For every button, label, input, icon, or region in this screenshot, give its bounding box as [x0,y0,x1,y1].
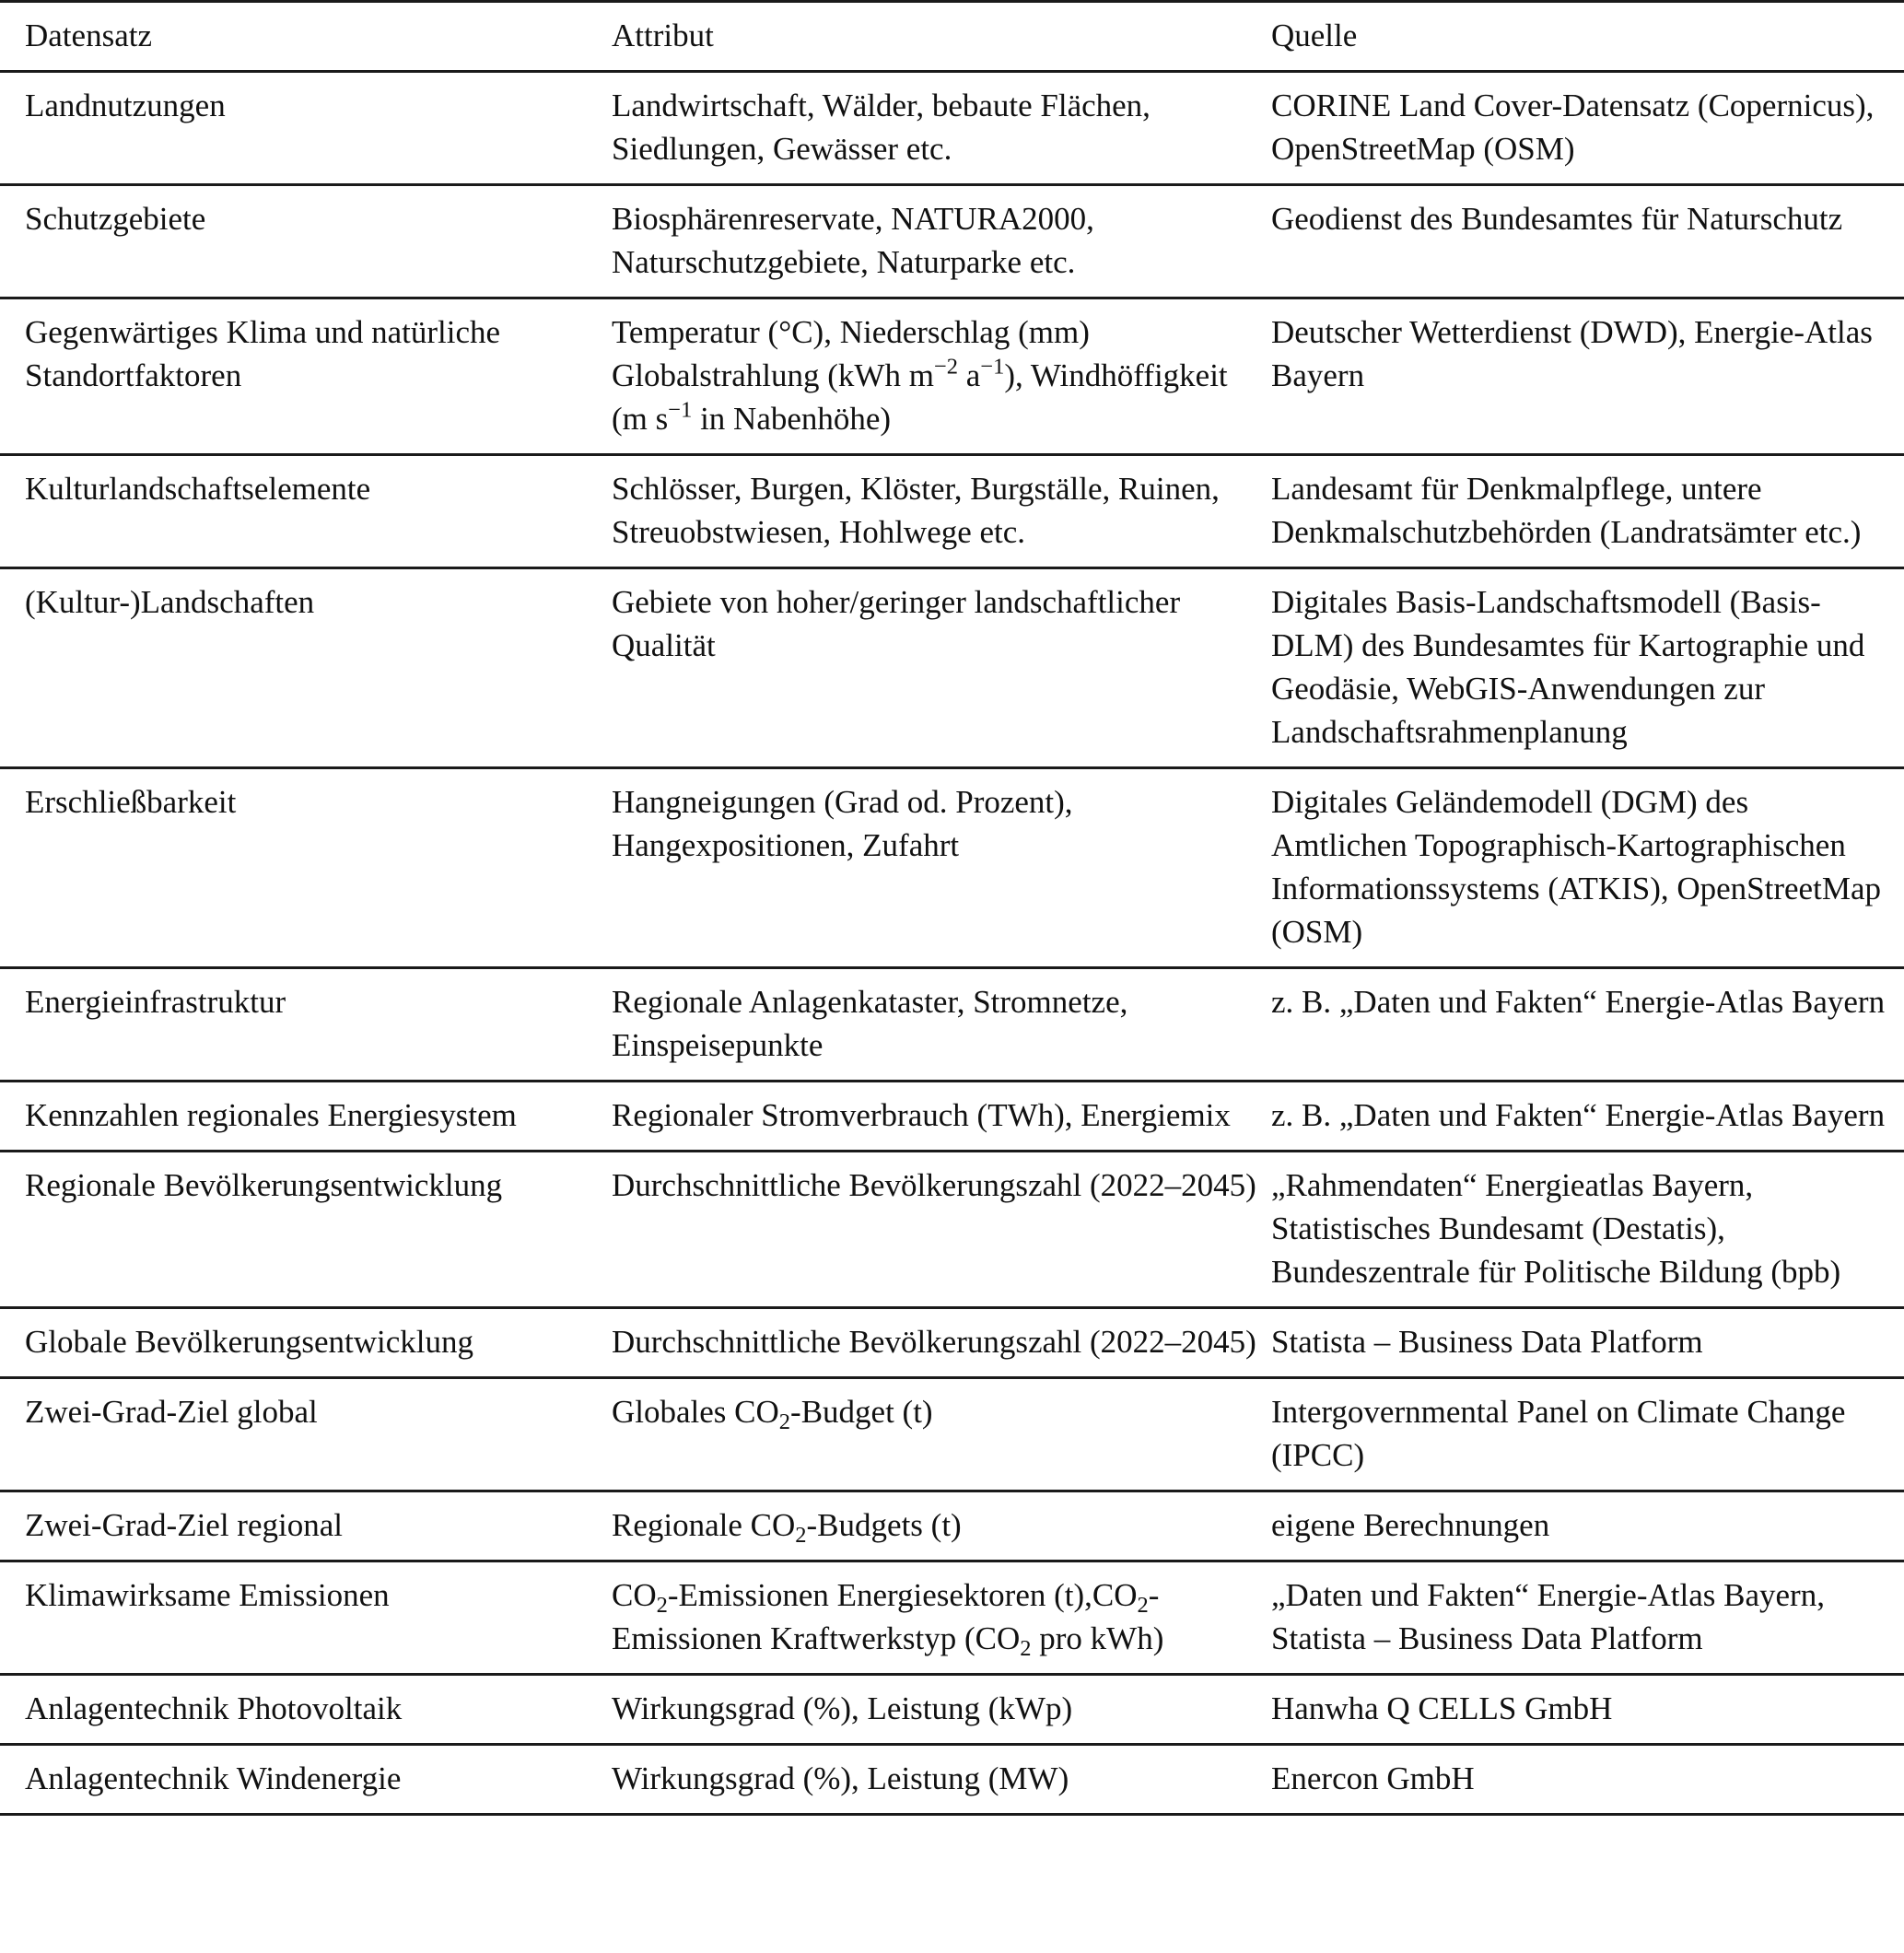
text: a [958,357,981,393]
cell-quelle: Intergovernmental Panel on Climate Change (IPCC) [1271,1378,1904,1491]
cell-attribut: Regionaler Stromverbrauch (TWh), Energiemix [612,1082,1271,1152]
cell-attribut: Gebiete von hoher/geringer landschaftlicher Qualität [612,568,1271,768]
cell-quelle: z. B. „Daten und Fakten“ Energie-Atlas Bayern [1271,1082,1904,1152]
table-header [0,2,1904,72]
table-row [0,1491,1904,1561]
cell-attribut: Regionale Anlagenkataster, Stromnetze, Einspeisepunkte [612,968,1271,1082]
cell-attribut: Landwirtschaft, Wälder, bebaute Flächen, Siedlungen, Gewässer etc. [612,72,1271,185]
cell-datensatz: Zwei-Grad-Ziel global [0,1378,612,1491]
column-header-quelle: Quelle [1271,2,1904,72]
cell-attribut: Schlösser, Burgen, Klöster, Burgställe, Ruinen, Streuobstwiesen, Hohlwege etc. [612,455,1271,568]
text: Globales CO [612,1394,779,1430]
superscript: −1 [668,397,693,423]
cell-quelle: eigene Berechnungen [1271,1491,1904,1561]
cell-quelle: Statista – Business Data Platform [1271,1308,1904,1378]
table-row [0,1675,1904,1745]
column-header-attribut: Attribut [612,2,1271,72]
cell-datensatz: Zwei-Grad-Ziel regional [0,1491,612,1561]
cell-datensatz: Regionale Bevölkerungsentwicklung [0,1152,612,1308]
table-row [0,72,1904,185]
cell-quelle: z. B. „Daten und Fakten“ Energie-Atlas Bayern [1271,968,1904,1082]
superscript: −2 [933,354,959,380]
cell-attribut [612,298,1271,455]
cell-quelle: Geodienst des Bundesamtes für Naturschutz [1271,185,1904,298]
header-row [0,2,1904,72]
cell-datensatz: Energieinfrastruktur [0,968,612,1082]
cell-datensatz: Landnutzungen [0,72,612,185]
cell-datensatz: Schutzgebiete [0,185,612,298]
table-row [0,1152,1904,1308]
subscript: 2 [778,1409,791,1434]
table-row [0,968,1904,1082]
cell-datensatz: Anlagentechnik Photovoltaik [0,1675,612,1745]
table-body [0,72,1904,1815]
cell-quelle: Enercon GmbH [1271,1745,1904,1815]
text: -Emissionen Kraftwerkstyp (CO [612,1577,1160,1656]
cell-attribut: Hangneigungen (Grad od. Prozent), Hangexpositionen, Zufahrt [612,768,1271,968]
text: pro kWh) [1031,1620,1164,1656]
cell-datensatz: Gegenwärtiges Klima und natürliche Standortfaktoren [0,298,612,455]
cell-attribut: Durchschnittliche Bevölkerungszahl (2022–2045) [612,1152,1271,1308]
cell-attribut [612,1491,1271,1561]
superscript: −1 [980,354,1005,380]
cell-quelle: „Rahmendaten“ Energieatlas Bayern, Statistisches Bundesamt (Destatis), Bundeszentrale für Politische Bildung (bpb) [1271,1152,1904,1308]
text: Temperatur (°C), Niederschlag (mm) Globalstrahlung (kWh m [612,314,1090,393]
subscript: 2 [1137,1592,1149,1618]
cell-attribut: Wirkungsgrad (%), Leistung (kWp) [612,1675,1271,1745]
table-row [0,1378,1904,1491]
table-row [0,298,1904,455]
cell-quelle: Digitales Geländemodell (DGM) des Amtlichen Topographisch-Kartographischen Informationssystems (ATKIS), OpenStreetMap (OSM) [1271,768,1904,968]
table-row [0,1082,1904,1152]
table-row [0,455,1904,568]
cell-datensatz: (Kultur-)Landschaften [0,568,612,768]
cell-quelle: Digitales Basis-Landschaftsmodell (Basis-DLM) des Bundesamtes für Kartographie und Geodäsie, WebGIS-Anwendungen zur Landschaftsrahmenplanung [1271,568,1904,768]
table-row [0,1561,1904,1675]
cell-quelle: Hanwha Q CELLS GmbH [1271,1675,1904,1745]
subscript: 2 [795,1522,807,1548]
subscript: 2 [1020,1635,1032,1661]
cell-quelle: Deutscher Wetterdienst (DWD), Energie-Atlas Bayern [1271,298,1904,455]
cell-quelle: Landesamt für Denkmalpflege, untere Denkmalschutzbehörden (Landratsämter etc.) [1271,455,1904,568]
cell-quelle: CORINE Land Cover-Datensatz (Copernicus), OpenStreetMap (OSM) [1271,72,1904,185]
cell-datensatz: Globale Bevölkerungsentwicklung [0,1308,612,1378]
table-row [0,768,1904,968]
text: CO [612,1577,657,1613]
table-row [0,185,1904,298]
text: -Emissionen Energiesektoren (t),CO [667,1577,1138,1613]
cell-attribut [612,1378,1271,1491]
cell-attribut [612,1561,1271,1675]
cell-datensatz: Anlagentechnik Windenergie [0,1745,612,1815]
table-row [0,568,1904,768]
column-header-datensatz: Datensatz [0,2,612,72]
cell-datensatz: Erschließbarkeit [0,768,612,968]
text: -Budget (t) [790,1394,933,1430]
cell-attribut: Wirkungsgrad (%), Leistung (MW) [612,1745,1271,1815]
text: -Budgets (t) [806,1507,962,1543]
text: ), Windhöffigkeit (m s [612,357,1228,437]
text: in Nabenhöhe) [692,401,892,437]
cell-datensatz: Kulturlandschaftselemente [0,455,612,568]
cell-datensatz: Kennzahlen regionales Energiesystem [0,1082,612,1152]
cell-attribut: Biosphärenreservate, NATURA2000, Naturschutzgebiete, Naturparke etc. [612,185,1271,298]
cell-datensatz: Klimawirksame Emissionen [0,1561,612,1675]
subscript: 2 [656,1592,668,1618]
table-row [0,1745,1904,1815]
cell-quelle: „Daten und Fakten“ Energie-Atlas Bayern, Statista – Business Data Platform [1271,1561,1904,1675]
cell-attribut: Durchschnittliche Bevölkerungszahl (2022–2045) [612,1308,1271,1378]
text: Regionale CO [612,1507,796,1543]
table-row [0,1308,1904,1378]
